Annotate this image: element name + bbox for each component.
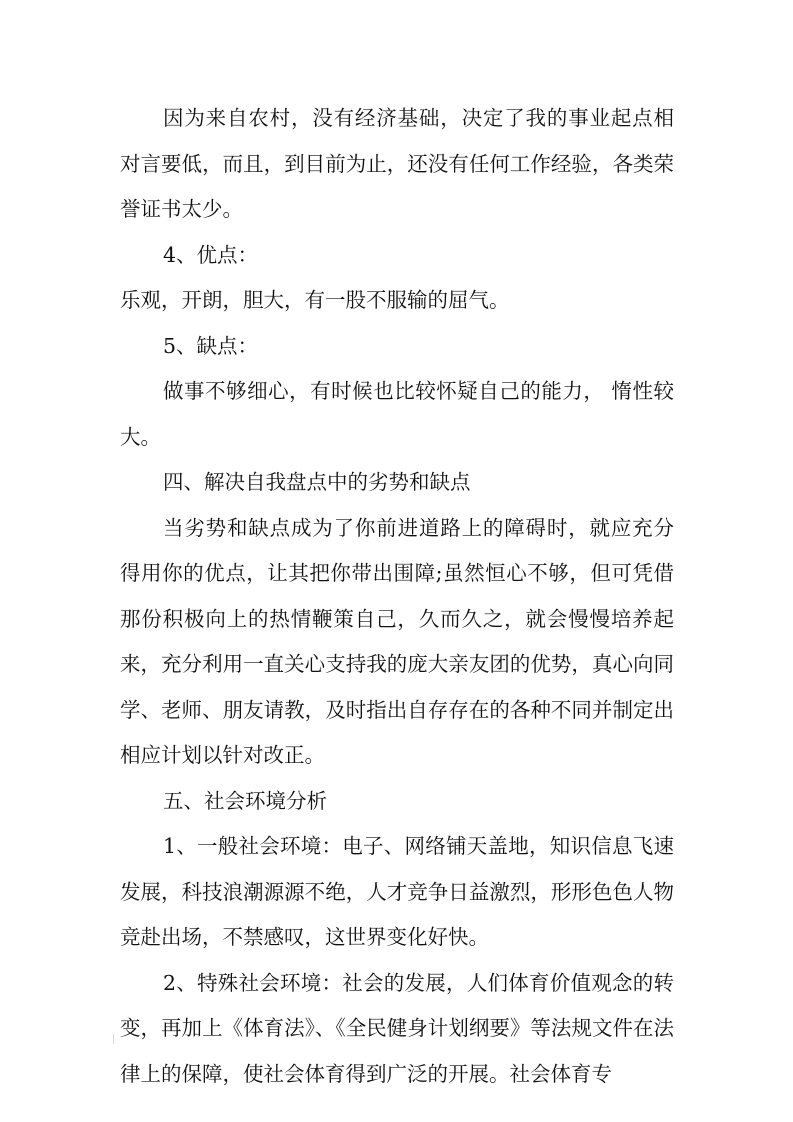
section-heading-4: 四、解决自我盘点中的劣势和缺点 xyxy=(163,470,471,494)
paragraph-solutions: 当劣势和缺点成为了你前进道路上的障碍时，就应充分得用你的优点，让其把你带出围障;虽然恒心不够，但可凭借那份积极向上的热情鞭策自己，久而久之，就会慢慢培养起来，充分利用一直关心支持我的庞大亲友团的优势，真心向同学、老师、朋友请教，及时指出自存存在的各种不同并制定出相应计划以针对改正。 xyxy=(120,515,674,767)
paragraph-general-environment: 1、一般社会环境：电子、网络铺天盖地，知识信息飞速发展，科技浪潮源源不绝，人才竞争日益激烈，形形色色人物竞赴出场，不禁感叹，这世界变化好快。 xyxy=(120,834,674,949)
paragraph-weaknesses: 做事不够细心，有时候也比较怀疑自己的能力， 惰性较大。 xyxy=(120,379,674,449)
document-body xyxy=(120,96,674,1097)
heading-strengths: 4、优点： xyxy=(163,242,259,267)
paragraph-background: 因为来自农村，没有经济基础，决定了我的事业起点相对言要低，而且，到目前为止，还没有任何工作经验，各类荣誉证书太少。 xyxy=(120,106,674,221)
page-corner-mark xyxy=(113,1034,120,1044)
heading-weaknesses: 5、缺点： xyxy=(163,333,259,358)
paragraph-strengths: 乐观，开朗，胆大，有一股不服输的屈气。 xyxy=(120,288,510,312)
section-heading-5: 五、社会环境分析 xyxy=(163,788,327,813)
paragraph-special-environment: 2、特殊社会环境：社会的发展，人们体育价值观念的转变，再加上《体育法》、《全民健身计划纲要》等法规文件在法律上的保障，使社会体育得到广泛的开展。社会体育专 xyxy=(120,970,674,1086)
